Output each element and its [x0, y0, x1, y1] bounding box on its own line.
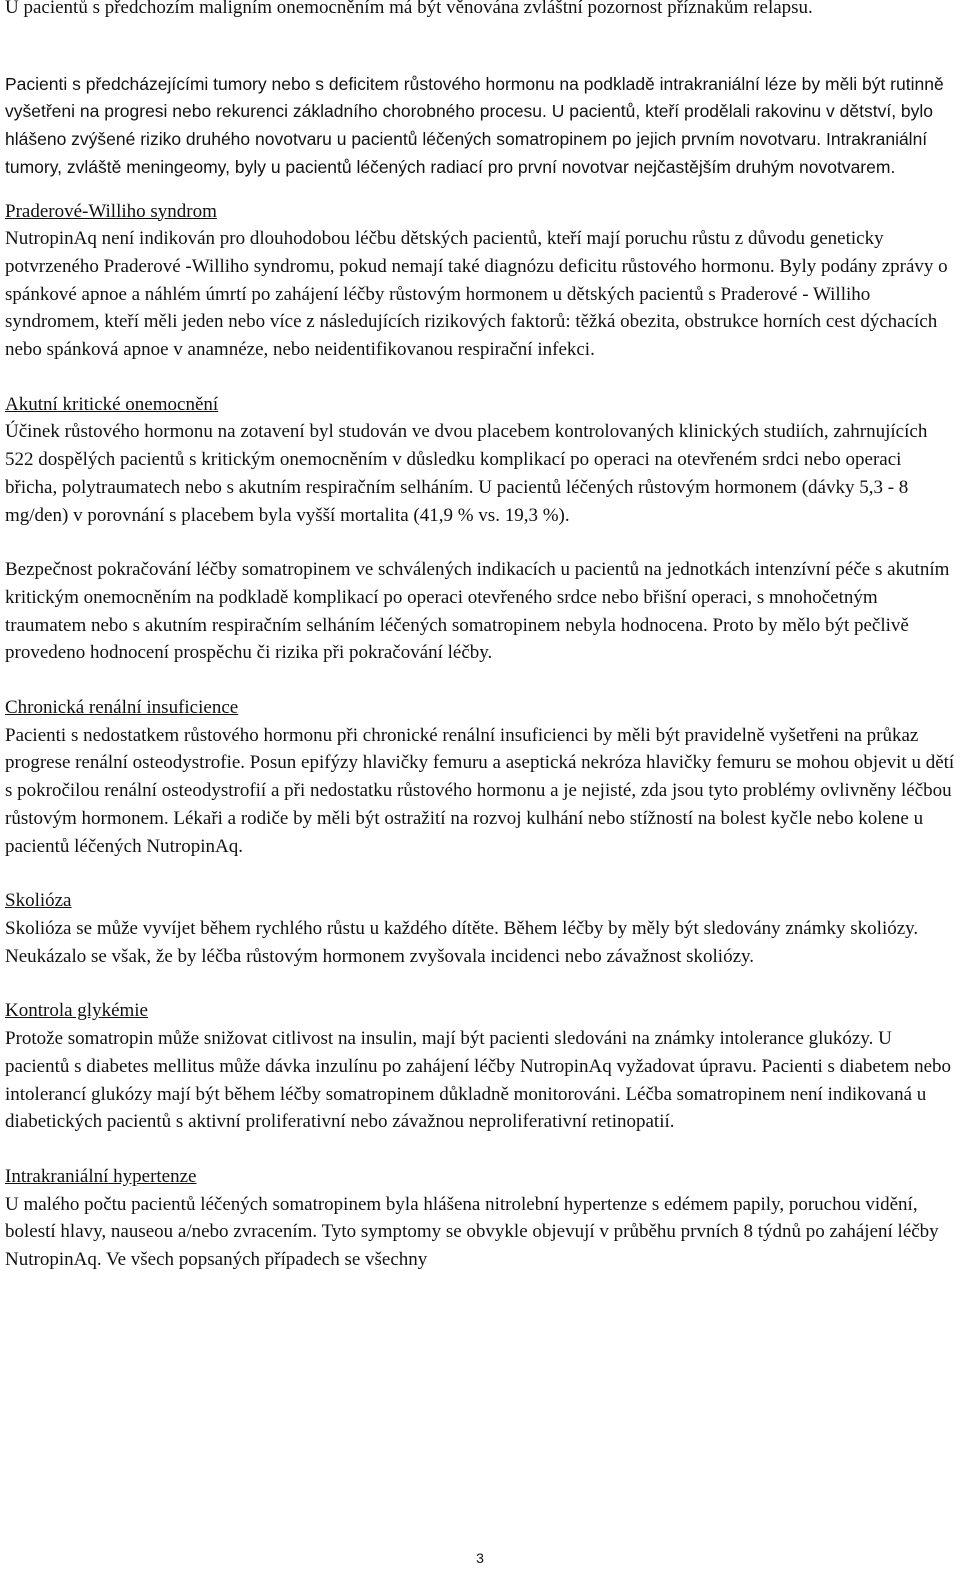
- critical-illness-text-2: Bezpečnost pokračování léčby somatropinem ve schválených indikacích u pacientů na jednotkách intenzívní péče s akutním kritickým onemocněním na podkladě komplikací po operaci otevřeného srdce nebo břišní operaci, s mnohočetným traumatem nebo s akutním respiračním selháním léčených somatropinem nebyla hodnocena. Proto by mělo být pečlivě provedeno hodnocení prospěchu či rizika při pokračování léčby.: [5, 559, 950, 664]
- renal-heading: Chronická renální insuficience: [5, 697, 239, 719]
- document-page: [5, 0, 955, 1274]
- prader-willi-text: NutropinAq není indikován pro dlouhodobou léčbu dětských pacientů, kteří mají poruchu růstu z důvodu geneticky potvrzeného Praderové -Williho syndromu, pokud nemají také diagnózu deficitu růstového hormonu. Byly podány zprávy o spánkové apnoe a náhlém úmrtí po zahájení léčby růstovým hormonem u dětských pacientů s Praderové - Williho syndromem, kteří měli jeden nebo více z následujících rizikových faktorů: těžká obezita, obstrukce horních cest dýchacích nebo spánková apnoe v anamnéze, nebo neidentifikovanou respirační infekci.: [5, 228, 948, 361]
- scoliosis-text: Skolióza se může vyvíjet během rychlého růstu u každého dítěte. Během léčby by měly být sledovány známky skoliózy. Neukázalo se však, že by léčba růstovým hormonem zvyšovala incidenci nebo závažnost skoliózy.: [5, 917, 919, 967]
- scoliosis-heading: Skolióza: [5, 890, 72, 912]
- critical-illness-heading: Akutní kritické onemocnění: [5, 393, 219, 415]
- glycemia-text: Protože somatropin může snižovat citlivost na insulin, mají být pacienti sledováni na známky intolerance glukózy. U pacientů s diabetes mellitus může dávka inzulínu po zahájení léčby NutropinAq vyžadovat úpravu. Pacienti s diabetem nebo intolerancí glukózy mají být během léčby somatropinem důkladně monitorováni. Léčba somatropinem není indikovaná u diabetických pacientů s aktivní proliferativní nebo závažnou neproliferativní retinopatií.: [5, 1028, 952, 1133]
- glycemia-heading: Kontrola glykémie: [5, 1000, 148, 1022]
- renal-text: Pacienti s nedostatkem růstového hormonu při chronické renální insuficienci by měli být pravidelně vyšetřeni na průkaz progrese renální osteodystrofie. Posun epifýzy hlavičky femuru a aseptická nekróza hlavičky femuru se mohou objevit u dětí s pokročilou renální osteodystrofií a při nedostatku růstového hormonu a je nejisté, zda jsou tyto problémy ovlivněny léčbou růstovým hormonem. Lékaři a rodiče by měli být ostražití na rozvoj kulhání nebo stížností na bolest kyčle nebo kolene u pacientů léčených NutropinAq.: [5, 724, 955, 857]
- relapse-paragraph: U pacientů s předchozím maligním onemocněním má být věnována zvláštní pozornost příznakům relapsu.: [5, 0, 813, 18]
- intracranial-hypertension-heading: Intrakraniální hypertenze: [5, 1165, 197, 1187]
- page-number: 3: [476, 1550, 484, 1566]
- critical-illness-text: Účinek růstového hormonu na zotavení byl studován ve dvou placebem kontrolovaných klinických studiích, zahrnujících 522 dospělých pacientů s kritickým onemocněním v důsledku komplikací po operaci na otevřeném srdci nebo operaci břicha, polytraumatech nebo s akutním respiračním selháním. U pacientů léčených růstovým hormonem (dávky 5,3 - 8 mg/den) v porovnání s placebem byla vyšší mortalita (41,9 % vs. 19,3 %).: [5, 421, 928, 526]
- prior-tumors-paragraph: Pacienti s předcházejícími tumory nebo s deficitem růstového hormonu na podkladě intrakraniální léze by měli být rutinně vyšetřeni na progresi nebo rekurenci základního chorobného procesu. U pacientů, kteří prodělali rakovinu v dětství, bylo hlášeno zvýšené riziko druhého novotvaru u pacientů léčených somatropinem po jejich prvním novotvaru. Intrakraniální tumory, zvláště meningeomy, byly u pacientů léčených radiací pro první novotvar nejčastějším druhým novotvarem.: [5, 73, 944, 177]
- intracranial-hypertension-text: U malého počtu pacientů léčených somatropinem byla hlášena nitrolební hypertenze s edémem papily, poruchou vidění, bolestí hlavy, nauseou a/nebo zvracením. Tyto symptomy se obvykle objevují v průběhu prvních 8 týdnů po zahájení léčby NutropinAq. Ve všech popsaných případech se všechny: [5, 1193, 939, 1271]
- prader-willi-heading: Praderové-Williho syndrom: [5, 200, 217, 222]
